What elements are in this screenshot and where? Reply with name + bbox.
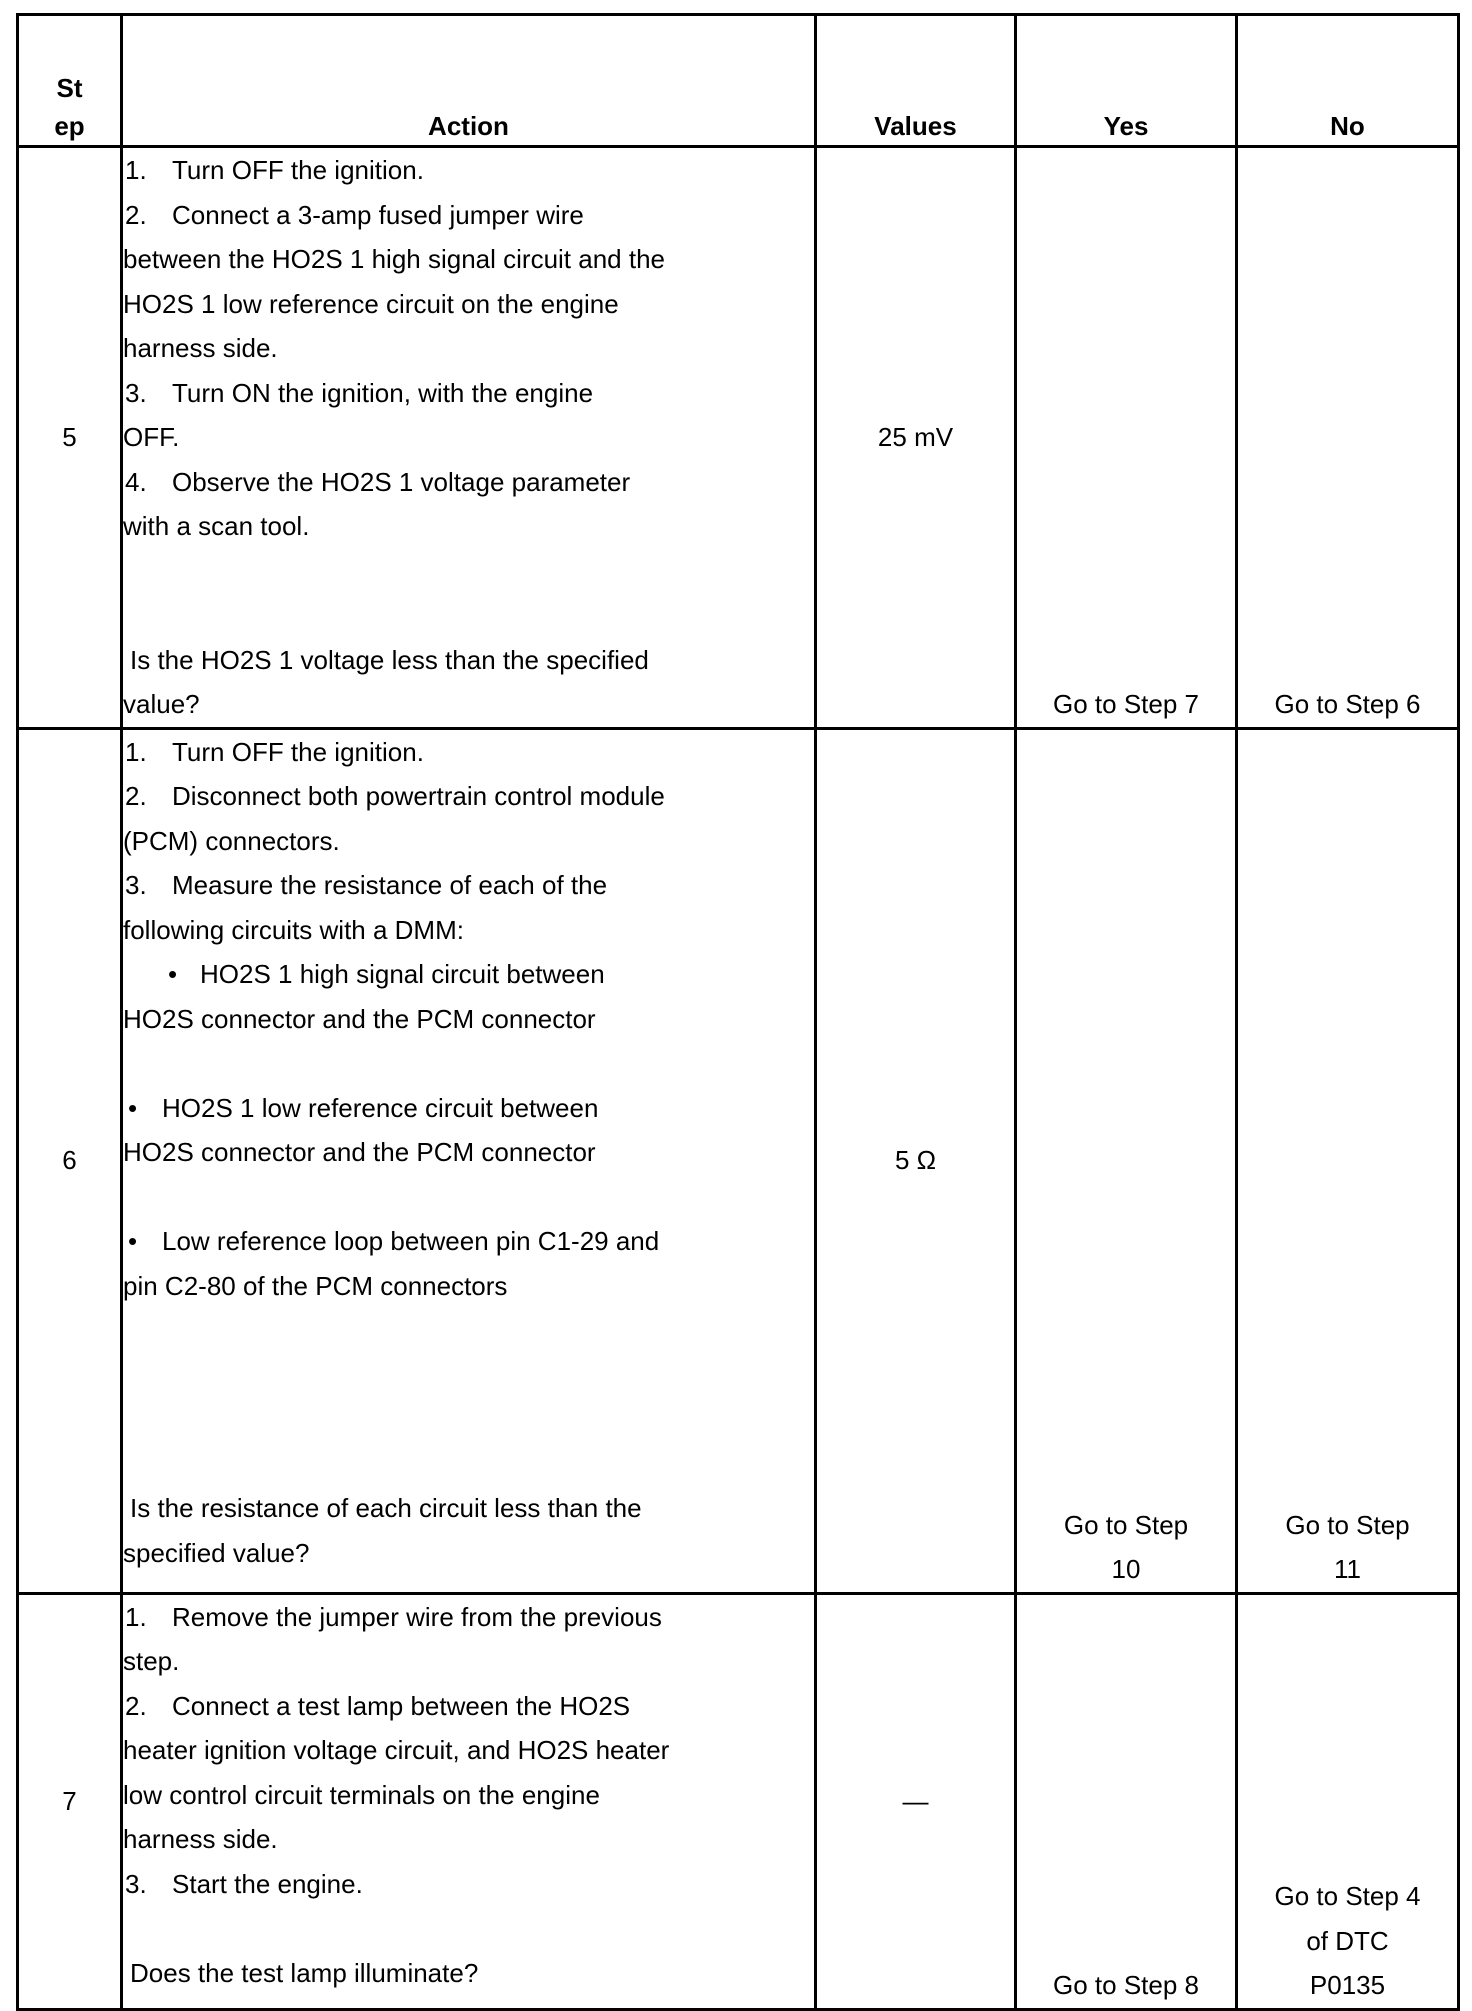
- question-line: specified value?: [123, 1537, 310, 1568]
- action-line: [123, 460, 814, 505]
- action-line: [123, 193, 814, 238]
- action-line: [123, 237, 814, 282]
- action-text: Remove the jumper wire from the previous: [172, 1601, 662, 1632]
- action-line: [123, 1219, 814, 1264]
- action-text: Turn OFF the ignition.: [172, 155, 424, 185]
- step-number-label: 3.: [125, 377, 147, 408]
- action-text: HO2S 1 high signal circuit between: [200, 959, 605, 989]
- action-text: heater ignition voltage circuit, and HO2S heater: [123, 1735, 670, 1765]
- action-line: [123, 1817, 814, 1862]
- header-step-label: St ep: [54, 73, 85, 141]
- header-action: Action: [122, 15, 816, 147]
- action-text: low control circuit terminals on the engine: [123, 1779, 600, 1810]
- value-cell: 25 mV: [816, 147, 1016, 729]
- spacer: [123, 1906, 814, 1951]
- action-line: [123, 1264, 814, 1309]
- header-row: [18, 15, 1459, 147]
- action-line: [123, 1773, 814, 1818]
- no-text: P0135: [1309, 1970, 1386, 2000]
- action-line: [123, 1130, 814, 1175]
- action-line: [123, 1728, 814, 1773]
- header-yes: Yes: [1016, 15, 1237, 147]
- yes-text: Go to Step 8: [1053, 1970, 1199, 2000]
- value-cell: —: [816, 1593, 1016, 2009]
- spacer: [123, 1442, 814, 1487]
- action-line: [123, 908, 814, 953]
- step-number: 5: [18, 147, 122, 729]
- header-step: [18, 15, 122, 147]
- action-line: [123, 1086, 814, 1131]
- bullet: •: [168, 959, 178, 989]
- step-number-label: 2.: [125, 199, 147, 230]
- step-row-7: [18, 1593, 1459, 2009]
- no-cell: [1237, 147, 1459, 729]
- action-text: harness side.: [123, 333, 278, 363]
- action-text: with a scan tool.: [123, 511, 310, 541]
- step-row-6: [18, 728, 1459, 1593]
- action-line: [123, 774, 814, 819]
- spacer: [123, 593, 814, 638]
- action-line: [123, 282, 814, 327]
- action-text: Turn OFF the ignition.: [172, 736, 424, 767]
- no-cell: [1237, 728, 1459, 1593]
- action-line: [123, 1862, 814, 1907]
- no-text: Go to Step: [1285, 1509, 1410, 1540]
- action-line: [123, 326, 814, 371]
- action-text: Low reference loop between pin C1-29 and: [162, 1226, 660, 1256]
- action-text: Start the engine.: [172, 1868, 363, 1899]
- action-text: HO2S connector and the PCM connector: [123, 1003, 596, 1034]
- step-number-label: 3.: [125, 870, 147, 900]
- action-text: Turn ON the ignition, with the engine: [172, 377, 594, 408]
- step-number: 6: [18, 728, 122, 1593]
- step-number: 7: [18, 1593, 122, 2009]
- no-text: 11: [1334, 1554, 1361, 1584]
- no-text: Go to Step 4: [1274, 1881, 1421, 1911]
- yes-text: Go to Step: [1063, 1509, 1189, 1540]
- action-line: [123, 1175, 814, 1220]
- action-line: [123, 997, 814, 1042]
- action-text: HO2S connector and the PCM connector: [123, 1137, 596, 1167]
- diagnostic-table: [16, 13, 1460, 2011]
- no-text: Go to Step 6: [1274, 689, 1421, 719]
- yes-text: 10: [1111, 1554, 1141, 1584]
- step-number-label: 2.: [125, 781, 147, 811]
- yes-cell: [1016, 147, 1237, 729]
- action-line: [123, 952, 814, 997]
- step-number-label: 2.: [125, 1690, 147, 1721]
- action-line: [123, 863, 814, 908]
- action-text: Measure the resistance of each of the: [172, 870, 608, 900]
- bullet: •: [128, 1226, 138, 1256]
- action-text: OFF.: [123, 422, 180, 452]
- action-line: [123, 1595, 814, 1640]
- value-cell: 5 Ω: [816, 728, 1016, 1593]
- bullet: •: [128, 1092, 138, 1123]
- action-line: [123, 148, 814, 193]
- action-line: [123, 1639, 814, 1684]
- header-no: No: [1237, 15, 1459, 147]
- action-text: pin C2-80 of the PCM connectors: [123, 1270, 508, 1301]
- yes-cell: [1016, 1593, 1237, 2009]
- question-line: value?: [123, 689, 200, 719]
- step-number-label: 1.: [125, 155, 147, 185]
- action-text: Disconnect both powertrain control module: [172, 781, 665, 811]
- step-number-label: 1.: [125, 736, 147, 767]
- action-line: [123, 1684, 814, 1729]
- question-line: Does the test lamp illuminate?: [130, 1957, 479, 1988]
- action-line: [123, 371, 814, 416]
- action-line: [123, 730, 814, 775]
- yes-cell: [1016, 728, 1237, 1593]
- action-text: harness side.: [123, 1824, 278, 1854]
- spacer: [123, 1397, 814, 1442]
- question-line: Is the resistance of each circuit less than the: [130, 1493, 642, 1523]
- action-text: between the HO2S 1 high signal circuit and the: [123, 244, 666, 274]
- no-text: of DTC: [1306, 1925, 1389, 1956]
- action-text: HO2S 1 low reference circuit between: [162, 1092, 599, 1123]
- action-cell: [122, 147, 816, 729]
- step-number-label: 4.: [125, 466, 147, 497]
- action-text: Connect a 3-amp fused jumper wire: [172, 199, 584, 230]
- action-line: [123, 1041, 814, 1086]
- spacer: [123, 1308, 814, 1353]
- action-cell: [122, 1593, 816, 2009]
- action-text: HO2S 1 low reference circuit on the engine: [123, 288, 619, 319]
- action-text: Connect a test lamp between the HO2S: [172, 1690, 631, 1721]
- question-line: Is the HO2S 1 voltage less than the specified: [130, 644, 649, 675]
- action-cell: [122, 728, 816, 1593]
- action-text: (PCM) connectors.: [123, 825, 340, 856]
- action-line: [123, 415, 814, 460]
- action-text: following circuits with a DMM:: [123, 914, 464, 945]
- action-line: [123, 504, 814, 549]
- header-values: Values: [816, 15, 1016, 147]
- action-line: [123, 819, 814, 864]
- action-text: step.: [123, 1646, 180, 1676]
- no-cell: [1237, 1593, 1459, 2009]
- step-number-label: 3.: [125, 1868, 147, 1899]
- spacer: [123, 549, 814, 594]
- yes-text: Go to Step 7: [1053, 689, 1199, 719]
- action-text: Observe the HO2S 1 voltage parameter: [172, 466, 631, 497]
- spacer: [123, 1353, 814, 1398]
- step-number-label: 1.: [125, 1601, 147, 1632]
- step-row-5: [18, 147, 1459, 729]
